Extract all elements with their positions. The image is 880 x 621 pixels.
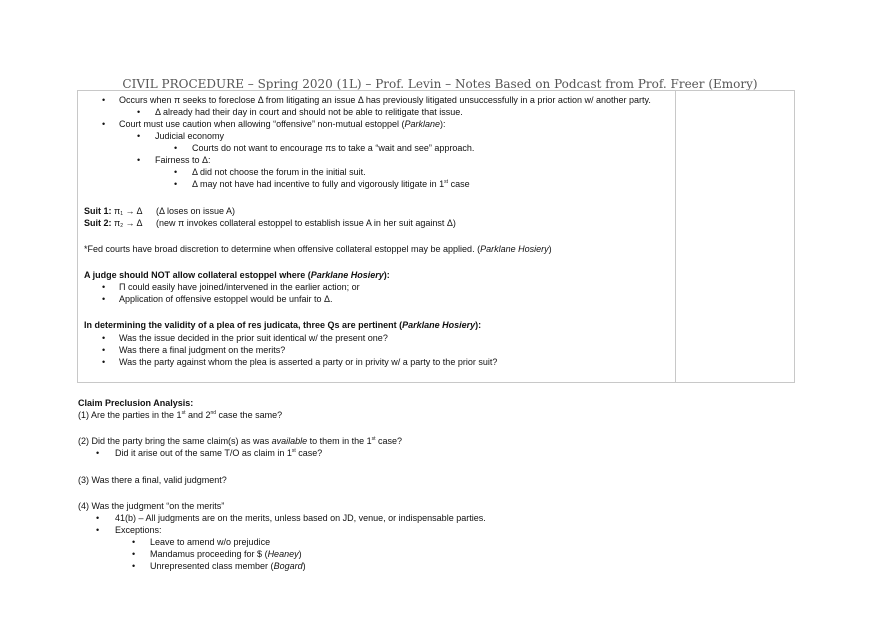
note-line: Occurs when π seeks to foreclose Δ from litigating an issue Δ has previously litigated unsuccessfully in a prior action w/ another party. <box>119 95 651 105</box>
emphasis: available <box>271 436 308 446</box>
note-line: Courts do not want to encourage πs to take a “wait and see” approach. <box>192 143 475 153</box>
suit-label: Suit 1: <box>84 206 112 216</box>
text: Unrepresented class member ( <box>150 561 274 571</box>
text: Δ may not have had incentive to fully and vigorously litigate in 1 <box>192 179 445 189</box>
note-line: Judicial economy <box>155 131 225 141</box>
note-line <box>119 119 446 130</box>
text: → Δ <box>123 218 143 228</box>
question-2-sub <box>115 448 322 459</box>
text: Court must use caution when allowing “offensive” non-mutual estoppel ( <box>119 119 405 129</box>
note-line <box>192 179 470 190</box>
case-name: Heaney <box>267 549 299 559</box>
superscript: nd <box>210 410 217 416</box>
case-name: Bogard <box>273 561 303 571</box>
rule-41b: 41(b) – All judgments are on the merits, unless based on JD, venue, or indispensable parties. <box>115 513 486 523</box>
suit-2-line <box>84 218 143 229</box>
suit-1-line <box>84 206 143 217</box>
case-name: Parklane Hosiery <box>480 244 549 254</box>
text: and 2 <box>185 410 211 420</box>
section-heading <box>84 320 481 331</box>
question-1 <box>78 410 282 421</box>
page-header: CIVIL PROCEDURE – Spring 2020 (1L) – Prof. Levin – Notes Based on Podcast from Prof. Freer (Emory) <box>122 77 758 91</box>
text: Mandamus proceeding for $ ( <box>150 549 268 559</box>
bullet: • <box>102 95 106 105</box>
note-line: Δ already had their day in court and should not be able to relitigate that issue. <box>155 107 463 117</box>
note-line: Π could easily have joined/intervened in the earlier action; or <box>119 282 360 292</box>
note-line: Fairness to Δ: <box>155 155 211 165</box>
subscript: 2 <box>120 223 124 229</box>
bullet: • <box>96 448 100 458</box>
superscript: st <box>371 436 376 442</box>
text: ): <box>475 320 482 330</box>
superscript: st <box>181 410 186 416</box>
text: case? <box>375 436 403 446</box>
exceptions-label: Exceptions: <box>115 525 162 535</box>
text: *Fed courts have broad discretion to determine when offensive collateral estoppel may be applied. ( <box>84 244 481 254</box>
text: case <box>448 179 470 189</box>
column-divider <box>675 91 676 382</box>
note-line: Δ did not choose the forum in the initial suit. <box>192 167 366 177</box>
text: Did it arise out of the same T/O as claim in 1 <box>115 448 292 458</box>
text: ) <box>298 549 302 559</box>
note-line: Was there a final judgment on the merits? <box>119 345 286 355</box>
note-line <box>84 244 552 255</box>
text: π <box>114 206 121 216</box>
superscript: st <box>291 448 296 454</box>
question-4: (4) Was the judgment “on the merits” <box>78 501 225 511</box>
case-name: Parklane Hosiery <box>402 320 476 330</box>
text: case? <box>295 448 323 458</box>
text: ): <box>383 270 390 280</box>
bullet: • <box>174 179 178 189</box>
case-name: Parklane <box>404 119 441 129</box>
text: to them in the 1 <box>307 436 372 446</box>
text: (2) Did the party bring the same claim(s) as was <box>78 436 272 446</box>
bullet: • <box>102 333 106 343</box>
superscript: st <box>444 179 449 185</box>
question-3: (3) Was there a final, valid judgment? <box>78 475 227 485</box>
bullet: • <box>132 537 136 547</box>
text: A judge should NOT allow collateral estoppel where ( <box>84 270 311 280</box>
bullet: • <box>132 549 136 559</box>
subscript: 1 <box>120 211 124 217</box>
note-line: Was the party against whom the plea is asserted a party or in privity w/ a party to the prior suit? <box>119 357 498 367</box>
text: ): <box>440 119 446 129</box>
bullet: • <box>137 131 141 141</box>
bullet: • <box>174 143 178 153</box>
bullet: • <box>96 525 100 535</box>
bullet: • <box>96 513 100 523</box>
suit-1-note: (Δ loses on issue A) <box>156 206 236 216</box>
bullet: • <box>137 155 141 165</box>
claim-preclusion-heading: Claim Preclusion Analysis: <box>78 398 194 408</box>
bullet: • <box>174 167 178 177</box>
text: (1) Are the parties in the 1 <box>78 410 182 420</box>
exception-item: Leave to amend w/o prejudice <box>150 537 271 547</box>
bullet: • <box>102 345 106 355</box>
text: ) <box>548 244 552 254</box>
exception-item <box>150 549 302 560</box>
exception-item <box>150 561 306 572</box>
text: π <box>114 218 121 228</box>
suit-label: Suit 2: <box>84 218 112 228</box>
question-2 <box>78 436 402 447</box>
bullet: • <box>102 357 106 367</box>
text: → Δ <box>123 206 143 216</box>
bullet: • <box>137 107 141 117</box>
bullet: • <box>102 119 106 129</box>
text: In determining the validity of a plea of res judicata, three Qs are pertinent ( <box>84 320 403 330</box>
bullet: • <box>132 561 136 571</box>
text: case the same? <box>216 410 283 420</box>
bullet: • <box>102 282 106 292</box>
bullet: • <box>102 294 106 304</box>
suit-2-note: (new π invokes collateral estoppel to establish issue A in her suit against Δ) <box>156 218 456 228</box>
section-heading <box>84 270 390 281</box>
case-name: Parklane Hosiery <box>310 270 384 280</box>
text: ) <box>302 561 306 571</box>
note-line: Was the issue decided in the prior suit identical w/ the present one? <box>119 333 388 343</box>
note-line: Application of offensive estoppel would be unfair to Δ. <box>119 294 333 304</box>
